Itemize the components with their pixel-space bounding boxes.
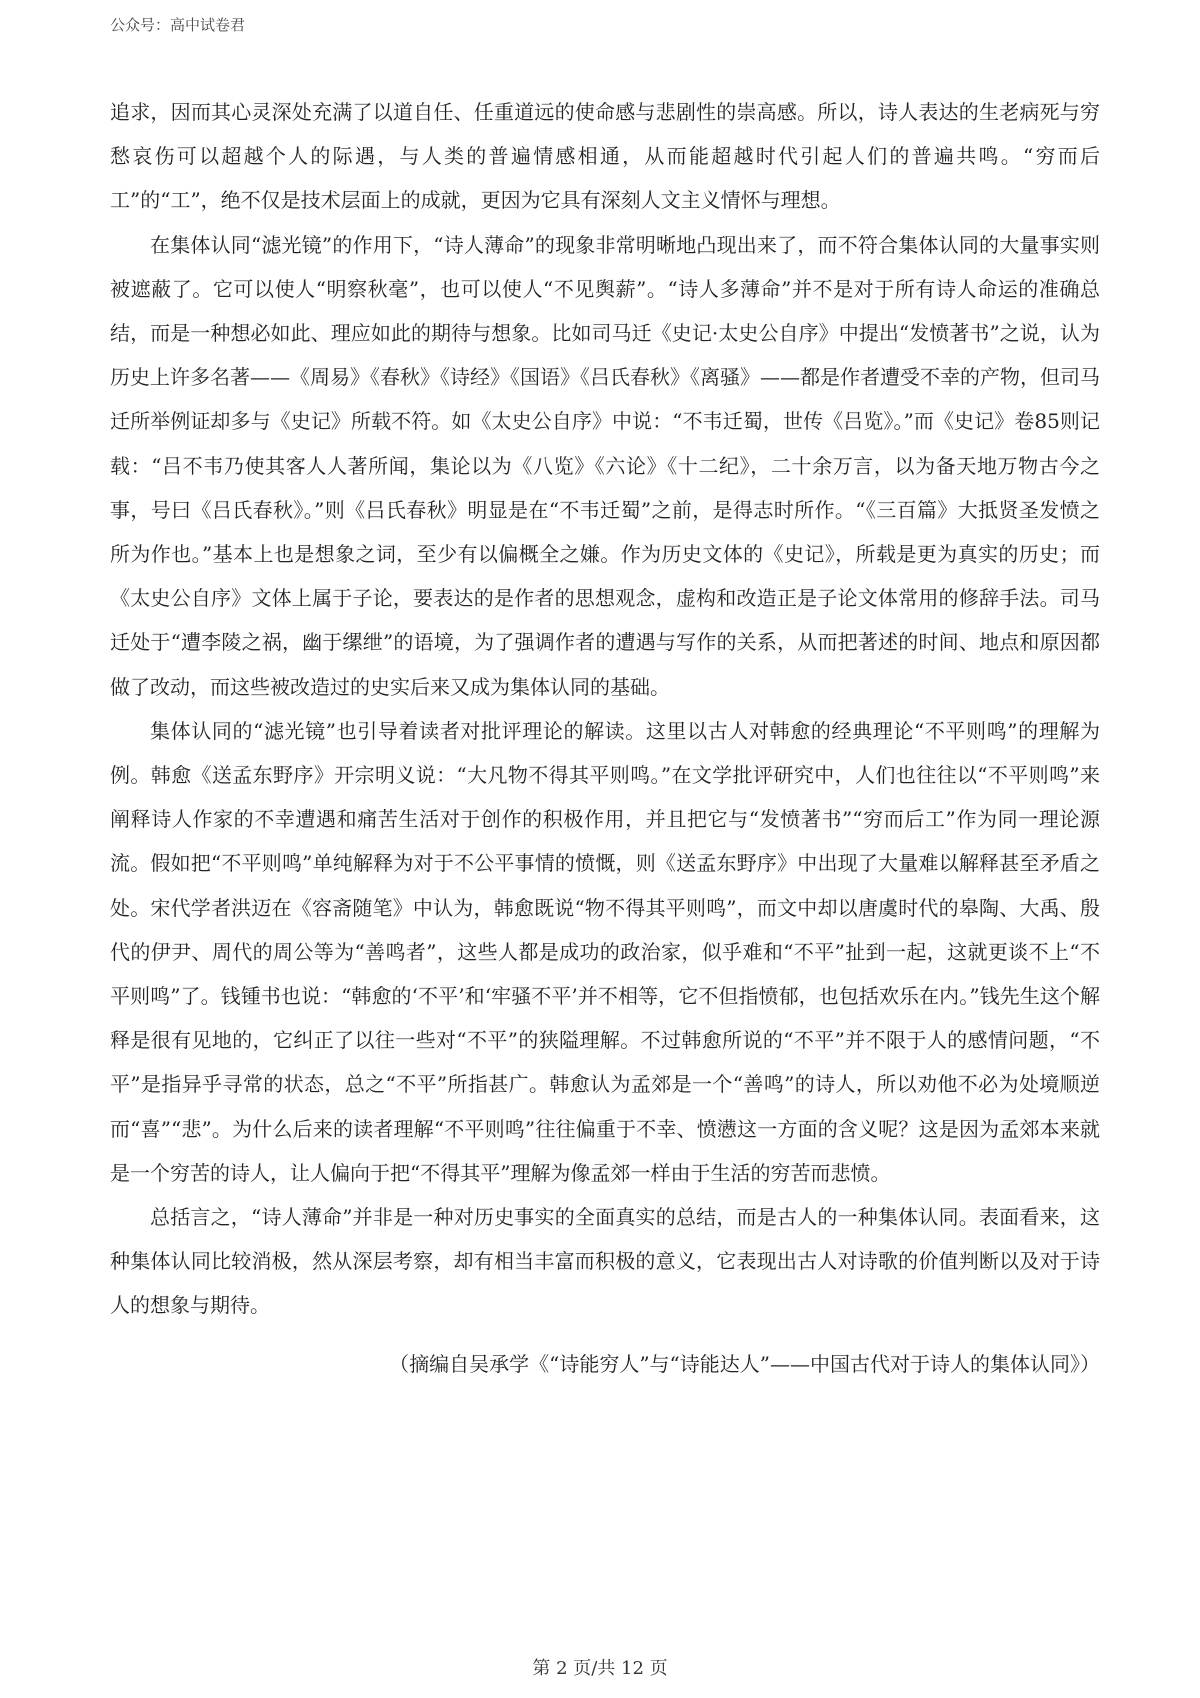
paragraph-2: 在集体认同“滤光镜”的作用下，“诗人薄命”的现象非常明晰地凸现出来了，而不符合集体认同的大量事实则被遮蔽了。它可以使人“明察秋毫”，也可以使人“不见舆薪”。“诗人多薄命”并不是对于所有诗人命运的准确总结，而是一种想必如此、理应如此的期待与想象。比如司马迁《史记·太史公自序》中提出“发愤著书”之说，认为历史上许多名著——《周易》《春秋》《诗经》《国语》《吕氏春秋》《离骚》——都是作者遭受不幸的产物，但司马迁所举例证却多与《史记》所载不符。如《太史公自序》中说：“不韦迁蜀，世传《吕览》。”而《史记》卷85则记载：“吕不韦乃使其客人人著所闻，集论以为《八览》《六论》《十二纪》，二十余万言，以为备天地万物古今之事，号曰《吕氏春秋》。”则《吕氏春秋》明显是在“不韦迁蜀”之前，是得志时所作。“《三百篇》大抵贤圣发愤之所为作也。”基本上也是想象之词，至少有以偏概全之嫌。作为历史文体的《史记》，所载是更为真实的历史；而《太史公自序》文体上属于子论，要表达的是作者的思想观念，虚构和改造正是子论文体常用的修辞手法。司马迁处于“遭李陵之祸，幽于缧绁”的语境，为了强调作者的遭遇与写作的关系，从而把著述的时间、地点和原因都做了改动，而这些被改造过的史实后来又成为集体认同的基础。 bbox=[110, 232, 1100, 699]
paragraph-3: 集体认同的“滤光镜”也引导着读者对批评理论的解读。这里以古人对韩愈的经典理论“不平则鸣”的理解为例。韩愈《送孟东野序》开宗明义说：“大凡物不得其平则鸣。”在文学批评研究中，人们也往往以“不平则鸣”来阐释诗人作家的不幸遭遇和痛苦生活对于创作的积极作用，并且把它与“发愤著书”“穷而后工”作为同一理论源流。假如把“不平则鸣”单纯解释为对于不公平事情的愤慨，则《送孟东野序》中出现了大量难以解释甚至矛盾之处。宋代学者洪迈在《容斋随笔》中认为，韩愈既说“物不得其平则鸣”，而文中却以唐虞时代的皋陶、大禹、殷代的伊尹、周代的周公等为“善鸣者”，这些人都是成功的政治家，似乎难和“不平”扯到一起，这就更谈不上“不平则鸣”了。钱锺书也说：“韩愈的‘不平’和‘牢骚不平’并不相等，它不但指愤郁，也包括欢乐在内。”钱先生这个解释是很有见地的，它纠正了以往一些对“不平”的狭隘理解。不过韩愈所说的“不平”并不限于人的感情问题，“不平”是指异乎寻常的状态，总之“不平”所指甚广。韩愈认为孟郊是一个“善鸣”的诗人，所以劝他不必为处境顺逆而“喜”“悲”。为什么后来的读者理解“不平则鸣”往往偏重于不幸、愤懑这一方面的含义呢？这是因为孟郊本来就是一个穷苦的诗人，让人偏向于把“不得其平”理解为像孟郊一样由于生活的穷苦而悲愤。 bbox=[110, 718, 1100, 1185]
header-label: 公众号：高中试卷君 bbox=[110, 16, 246, 34]
paragraph-4: 总括言之，“诗人薄命”并非是一种对历史事实的全面真实的总结，而是古人的一种集体认同。表面看来，这种集体认同比较消极，然从深层考察，却有相当丰富而积极的意义，它表现出古人对诗歌的价值判断以及对于诗人的想象与期待。 bbox=[110, 1205, 1100, 1318]
paragraph-1: 追求，因而其心灵深处充满了以道自任、任重道远的使命感与悲剧性的崇高感。所以，诗人表达的生老病死与穷愁哀伤可以超越个人的际遇，与人类的普遍情感相通，从而能超越时代引起人们的普遍共鸣。“穷而后工”的“工”，绝不仅是技术层面上的成就，更因为它具有深刻人文主义情怀与理想。 bbox=[110, 100, 1100, 213]
page-number: 第 2 页/共 12 页 bbox=[532, 1658, 668, 1679]
article-body bbox=[110, 90, 1100, 1386]
source-citation: （摘编自吴承学《“诗能穷人”与“诗能达人”——中国古代对于诗人的集体认同》） bbox=[389, 1351, 1100, 1376]
